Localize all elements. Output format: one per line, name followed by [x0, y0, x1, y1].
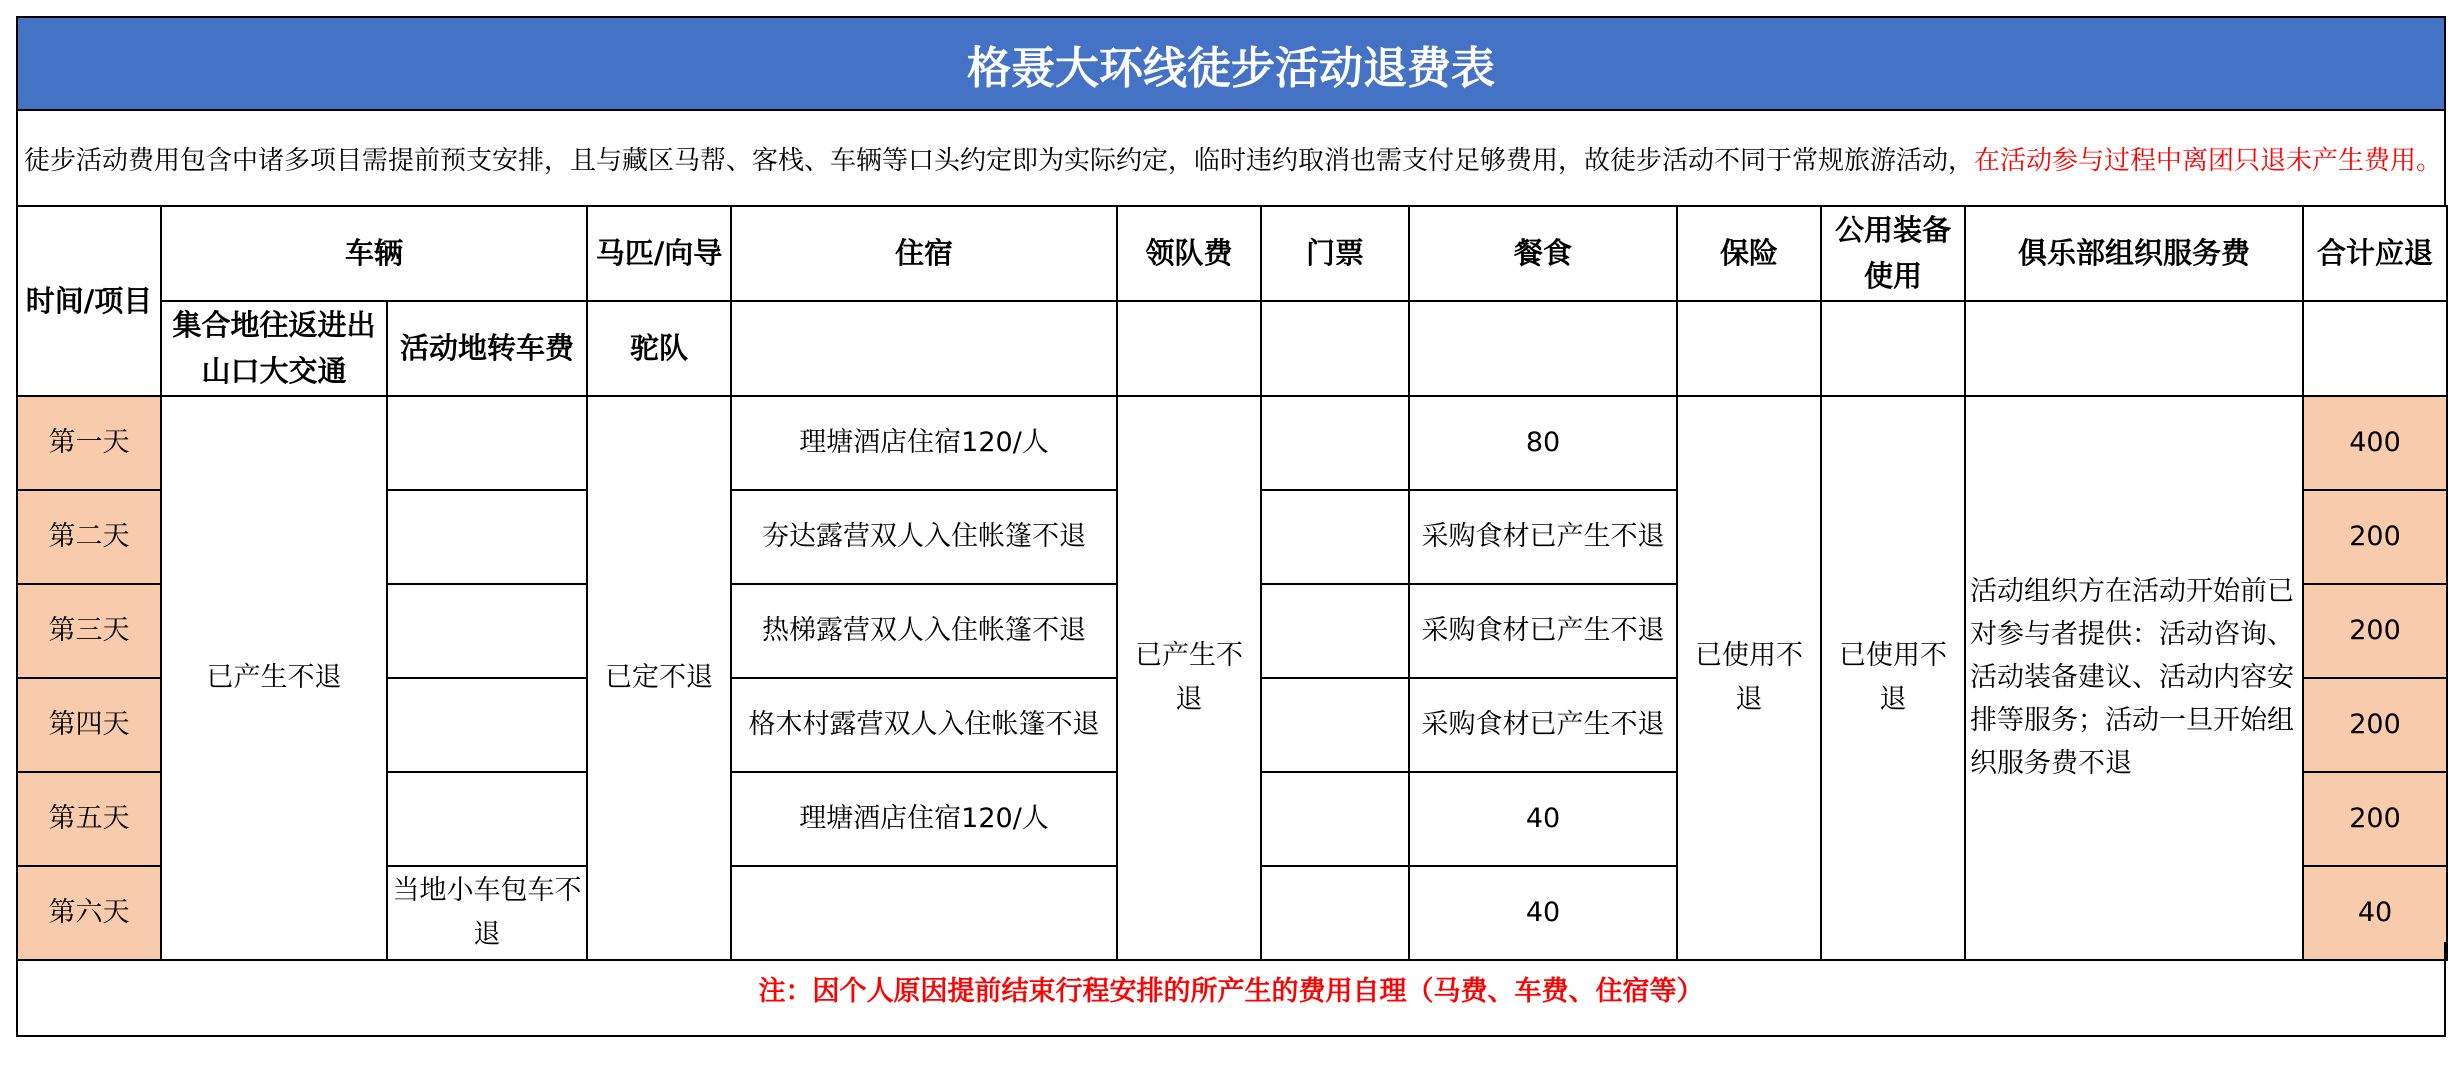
gear-merged: 已使用不退: [1821, 396, 1965, 960]
footer-note: [16, 942, 2446, 1037]
header-empty-cell: [1117, 301, 1261, 396]
club-fee-text: 活动组织方在活动开始前已对参与者提供：活动咨询、活动装备建议、活动内容安排等服务；活动一旦开始组织服务费不退: [1970, 575, 2295, 780]
club-fee-merged: [1965, 396, 2303, 960]
header-vehicle: 车辆: [161, 206, 587, 301]
footer-note-text: 注：因个人原因提前结束行程安排的所产生的费用自理（马费、车费、住宿等）: [758, 976, 1704, 1007]
day-label: 第五天: [17, 772, 161, 866]
meals-cell: 采购食材已产生不退: [1409, 584, 1677, 678]
insurance-merged: 已使用不退: [1677, 396, 1821, 960]
header-vehicle-main: 集合地往返进出山口大交通: [161, 301, 387, 396]
header-row-2: [17, 301, 2447, 396]
header-vehicle-transfer: 活动地转车费: [387, 301, 587, 396]
title-bar: [16, 16, 2446, 111]
meals-cell: 40: [1409, 772, 1677, 866]
header-row-1: [17, 206, 2447, 301]
header-empty-cell: [1821, 301, 1965, 396]
transfer-cell: [387, 396, 587, 490]
lodging-cell: 理塘酒店住宿120/人: [731, 396, 1117, 490]
transfer-cell: [387, 490, 587, 584]
lodging-cell: 理塘酒店住宿120/人: [731, 772, 1117, 866]
header-meals: 餐食: [1409, 206, 1677, 301]
leader-merged: 已产生不退: [1117, 396, 1261, 960]
transfer-cell: [387, 772, 587, 866]
header-empty-cell: [731, 301, 1117, 396]
day-label: 第四天: [17, 678, 161, 772]
ticket-cell: [1261, 772, 1409, 866]
page-title: 格聂大环线徒步活动退费表: [967, 42, 1495, 94]
intro-text: 徒步活动费用包含中诸多项目需提前预支安排，且与藏区马帮、客栈、车辆等口头约定即为实际约定，临时违约取消也需支付足够费用，故徒步活动不同于常规旅游活动，: [24, 145, 1975, 176]
total-cell: 200: [2303, 490, 2447, 584]
day-label: 第一天: [17, 396, 161, 490]
header-leader-fee: 领队费: [1117, 206, 1261, 301]
header-lodging: 住宿: [731, 206, 1117, 301]
ticket-cell: [1261, 396, 1409, 490]
header-ticket: 门票: [1261, 206, 1409, 301]
ticket-cell: [1261, 584, 1409, 678]
header-empty-cell: [2303, 301, 2447, 396]
header-empty-cell: [1965, 301, 2303, 396]
header-empty-cell: [1677, 301, 1821, 396]
refund-table: [16, 205, 2448, 961]
transfer-cell: [387, 678, 587, 772]
lodging-cell: 夯达露营双人入住帐篷不退: [731, 490, 1117, 584]
meals-cell: 采购食材已产生不退: [1409, 490, 1677, 584]
header-public-gear: 公用装备使用: [1821, 206, 1965, 301]
lodging-cell: 格木村露营双人入住帐篷不退: [731, 678, 1117, 772]
transfer-cell: 当地小车包车不退: [387, 866, 587, 960]
day-label: 第六天: [17, 866, 161, 960]
header-empty-cell: [1409, 301, 1677, 396]
total-cell: 200: [2303, 772, 2447, 866]
meals-cell: 80: [1409, 396, 1677, 490]
lodging-cell: 热梯露营双人入住帐篷不退: [731, 584, 1117, 678]
header-total: 合计应退: [2303, 206, 2447, 301]
horse-merged: 已定不退: [587, 396, 731, 960]
transfer-cell: [387, 584, 587, 678]
header-club-fee: 俱乐部组织服务费: [1965, 206, 2303, 301]
ticket-cell: [1261, 490, 1409, 584]
intro-row: [16, 111, 2446, 205]
total-cell: 200: [2303, 584, 2447, 678]
header-insurance: 保险: [1677, 206, 1821, 301]
refund-sheet: [16, 16, 2446, 1050]
day-label: 第三天: [17, 584, 161, 678]
header-horse-guide: 马匹/向导: [587, 206, 731, 301]
total-cell: 200: [2303, 678, 2447, 772]
ticket-cell: [1261, 678, 1409, 772]
meals-cell: 采购食材已产生不退: [1409, 678, 1677, 772]
header-time-item: 时间/项目: [17, 206, 161, 396]
total-cell: 40: [2303, 866, 2447, 960]
header-empty-cell: [1261, 301, 1409, 396]
meals-cell: 40: [1409, 866, 1677, 960]
total-cell: 400: [2303, 396, 2447, 490]
header-caravan: 驼队: [587, 301, 731, 396]
table-row: [17, 396, 2447, 490]
day-label: 第二天: [17, 490, 161, 584]
vehicle-main-merged: 已产生不退: [161, 396, 387, 960]
intro-highlight: 在活动参与过程中离团只退未产生费用。: [1974, 145, 2443, 176]
